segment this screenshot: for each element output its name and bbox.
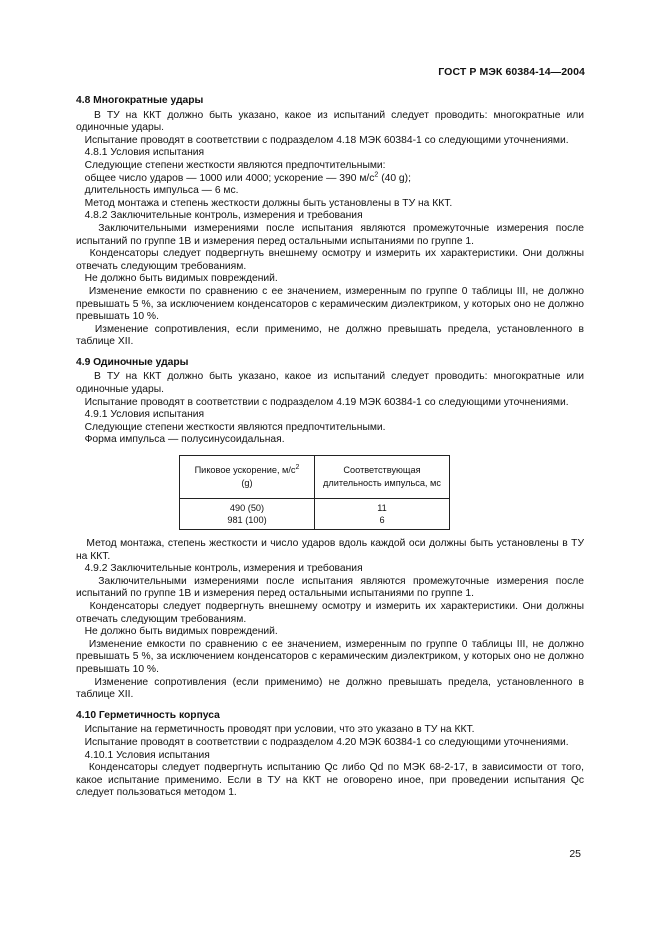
- table-header-row: [180, 456, 450, 499]
- document-id-header: ГОСТ Р МЭК 60384-14—2004: [438, 66, 585, 78]
- paragraph-text: Испытание проводят в соответствии с подразделом 4.19 МЭК 60384-1 со следующими уточнениями.: [84, 396, 569, 408]
- subsection-title: 4.8.1 Условия испытания: [84, 147, 205, 159]
- paragraph-text: Заключительными измерениями после испытания являются промежуточные измерения после испытаний по группе 1В и измерения перед остальными испытаниями по группе 1.: [76, 575, 584, 600]
- paragraph-text: Изменение сопротивления (если применимо) не должно превышать предела, установленного в таблице XII.: [76, 676, 584, 701]
- subsection-heading: [76, 750, 584, 763]
- subsection-heading: [76, 409, 584, 422]
- paragraph: [76, 135, 584, 148]
- paragraph-text: Изменение емкости по сравнению с ее значением, измеренным по группе 0 таблицы III, не должно превышать 5 %, за исключением конденсаторов с керамическим диэлектриком, у которых оно не должно превышать 10 %.: [76, 285, 584, 323]
- header-text: Соответствующая: [343, 465, 421, 476]
- table-cell-duration-values: [315, 499, 450, 530]
- paragraph-text: Конденсаторы следует подвергнуть внешнему осмотру и измерить их характеристики. Они должны отвечать следующим требованиям.: [76, 601, 584, 625]
- paragraph: [76, 223, 584, 248]
- paragraph-text: Конденсаторы следует подвергнуть внешнему осмотру и измерить их характеристики. Они должны отвечать следующим требованиям.: [76, 248, 584, 272]
- paragraph: [76, 601, 584, 626]
- shock-parameters-table: [179, 455, 450, 530]
- subsection-title: 4.10.1 Условия испытания: [84, 749, 210, 761]
- subsection-heading: [76, 563, 584, 576]
- paragraph: [76, 397, 584, 410]
- paragraph-text: Метод монтажа и степень жесткости должны быть установлены в ТУ на ККТ.: [84, 197, 453, 209]
- cell-value: 981 (100): [227, 515, 267, 526]
- paragraph-text: Не должно быть видимых повреждений.: [84, 273, 278, 285]
- paragraph: [76, 324, 584, 349]
- paragraph: [76, 286, 584, 324]
- paragraph-text: Метод монтажа, степень жесткости и число ударов вдоль каждой оси должны быть установлены в ТУ на ККТ.: [76, 538, 584, 562]
- paragraph: [76, 185, 584, 198]
- paragraph: [76, 639, 584, 677]
- paragraph-text: Заключительными измерениями после испытания являются промежуточные измерения после испытаний по группе 1В и измерения перед остальными испытаниями по группе 1.: [76, 222, 584, 247]
- paragraph-text: Изменение сопротивления, если применимо, не должно превышать предела, установленного в таблице XII.: [76, 323, 584, 348]
- subsection-title: 4.8.2 Заключительные контроль, измерения и требования: [84, 210, 363, 222]
- superscript: 2: [295, 464, 300, 472]
- paragraph: [76, 273, 584, 286]
- paragraph-text: (40 g);: [378, 172, 411, 184]
- paragraph: [76, 677, 584, 702]
- paragraph: [76, 538, 584, 563]
- cell-value: 490 (50): [229, 503, 265, 514]
- paragraph-text: Изменение емкости по сравнению с ее значением, измеренным по группе 0 таблицы III, не должно превышать 5 %, за исключением конденсаторов с керамическим диэлектриком, у которых оно не должно превышать 10 %.: [76, 638, 584, 675]
- subsection-heading: [76, 147, 584, 160]
- paragraph: [76, 248, 584, 273]
- header-text: (g): [241, 478, 253, 489]
- section-heading-4-8: 4.8 Многократные удары: [76, 95, 204, 106]
- cell-value: 6: [379, 515, 385, 526]
- paragraph: [76, 371, 584, 396]
- cell-value: 11: [377, 503, 387, 514]
- spacer: [76, 349, 584, 357]
- page-number: 25: [569, 848, 581, 860]
- paragraph: [76, 724, 584, 737]
- section-heading-4-10: 4.10 Герметичность корпуса: [76, 709, 220, 721]
- paragraph-text: В ТУ на ККТ должно быть указано, какое из испытаний следует проводить: многократные или одиночные удары.: [76, 109, 584, 134]
- paragraph-text: Следующие степени жесткости являются предпочтительными:: [84, 159, 386, 171]
- header-text: Пиковое ускорение, м/с: [194, 465, 296, 476]
- paragraph: [76, 110, 584, 135]
- table-header-cell-acceleration: [180, 456, 315, 499]
- paragraph-text: Форма импульса — полусинусоидальная.: [84, 434, 285, 446]
- paragraph: [76, 576, 584, 601]
- superscript: 2: [374, 171, 379, 179]
- subsection-heading: [76, 210, 584, 223]
- table-cell-acceleration-values: [180, 499, 315, 530]
- paragraph-text: Испытание проводят в соответствии с подразделом 4.20 МЭК 60384-1 со следующими уточнениями.: [84, 736, 569, 748]
- paragraph: [76, 434, 584, 447]
- paragraph-text: Испытание проводят в соответствии с подразделом 4.18 МЭК 60384-1 со следующими уточнениями.: [84, 134, 569, 146]
- paragraph: [76, 173, 584, 186]
- paragraph-text: общее число ударов — 1000 или 4000; ускорение — 390 м/с: [84, 172, 375, 184]
- paragraph: [76, 422, 584, 435]
- paragraph: [76, 737, 584, 750]
- spacer: [76, 702, 584, 710]
- paragraph-text: Не должно быть видимых повреждений.: [84, 626, 278, 638]
- header-text: длительность импульса, мс: [323, 478, 441, 489]
- paragraph-text: Испытание на герметичность проводят при условии, что это указано в ТУ на ККТ.: [84, 724, 475, 736]
- paragraph-text: Следующие степени жесткости являются предпочтительными.: [84, 421, 386, 433]
- subsection-title: 4.9.2 Заключительные контроль, измерения и требования: [84, 563, 363, 575]
- paragraph: [76, 160, 584, 173]
- paragraph-text: Конденсаторы следует подвергнуть испытанию Qc либо Qd по МЭК 68-2-17, в зависимости от того, какое испытание применимо. Если в ТУ на ККТ не оговорено иное, при проведении испытания Qc следует пользоваться методом 1.: [76, 762, 584, 799]
- subsection-title: 4.9.1 Условия испытания: [84, 409, 205, 421]
- paragraph-text: В ТУ на ККТ должно быть указано, какое из испытаний следует проводить: многократные или одиночные удары.: [76, 371, 584, 396]
- paragraph: [76, 626, 584, 639]
- table-header-cell-duration: [315, 456, 450, 499]
- paragraph-text: длительность импульса — 6 мс.: [84, 185, 239, 197]
- paragraph: [76, 198, 584, 211]
- page-content: [76, 95, 584, 800]
- paragraph: [76, 762, 584, 800]
- section-heading-4-9: 4.9 Одиночные удары: [76, 356, 189, 368]
- table-row: [180, 499, 450, 530]
